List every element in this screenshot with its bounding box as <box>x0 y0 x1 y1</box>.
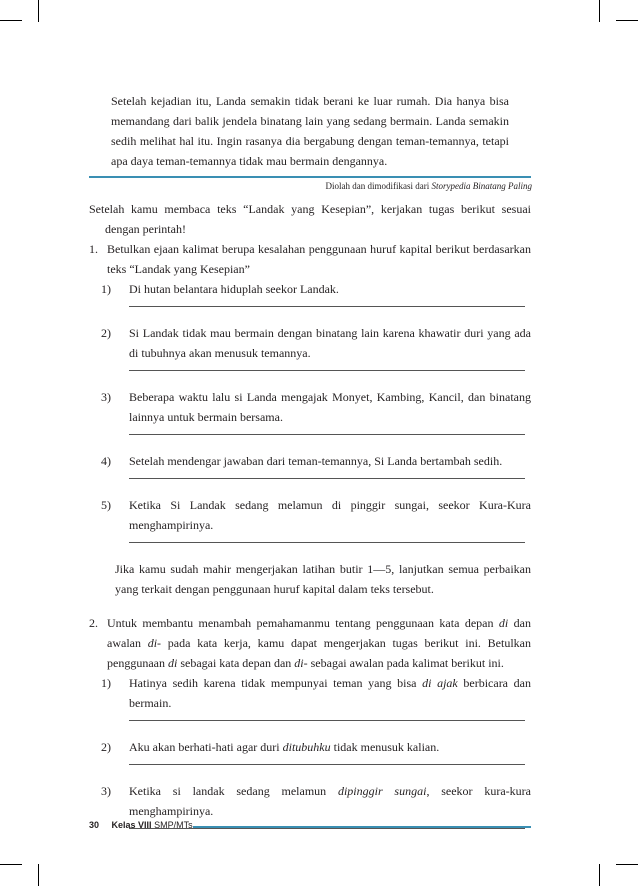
item-text: Si Landak tidak mau bermain dengan binatang lain karena khawatir duri yang ada di tubuhnya akan menusuk temannya. <box>129 326 531 360</box>
item-text-post: tidak menusuk kalian. <box>330 740 440 754</box>
footer-school: SMP/MTs <box>151 820 193 830</box>
task-prompt-b: dan awalan <box>107 616 531 650</box>
item-text-em: di ajak <box>422 676 458 690</box>
answer-line[interactable] <box>129 370 525 371</box>
crop-mark <box>38 0 39 22</box>
task-prompt-a: Untuk membantu menambah pemahamanmu tentang penggunaan kata depan <box>107 616 499 630</box>
instruction: Setelah kamu membaca teks “Landak yang Kesepian”, kerjakan tugas berikut sesuai dengan perintah! <box>89 202 531 236</box>
crop-mark <box>599 864 600 886</box>
word-di-prefix: di- <box>294 656 308 670</box>
item-number: 3) <box>101 390 111 404</box>
task1-item <box>101 323 531 371</box>
item-number: 5) <box>101 498 111 512</box>
item-text: Beberapa waktu lalu si Landa mengajak Monyet, Kambing, Kancil, dan binatang lainnya untuk bermain bersama. <box>129 390 531 424</box>
footer-kelas: Kelas VIII <box>111 820 152 830</box>
item-text-em: dipinggir sungai <box>337 784 427 798</box>
task-number: 2. <box>89 616 98 630</box>
task-prompt-d: sebagai kata depan dan <box>177 656 295 670</box>
task-number: 1. <box>89 242 98 256</box>
source-prefix: Diolah dan dimodifikasi dari <box>325 181 432 191</box>
item-number: 4) <box>101 454 111 468</box>
task1-item <box>101 451 531 479</box>
item-number: 1) <box>101 676 111 690</box>
crop-mark <box>616 20 638 21</box>
crop-mark <box>599 0 600 22</box>
task-prompt-c: pada kata kerja, kamu dapat mengerjakan tugas berikut ini. Betulkan penggunaan <box>107 636 531 670</box>
item-number: 1) <box>101 282 111 296</box>
story-paragraph: Setelah kejadian itu, Landa semakin tidak berani ke luar rumah. Dia hanya bisa memandang dari balik jendela binatang lain yang sedang bermain. Landa semakin sedih melihat hal itu. Ingin rasanya dia bergabung dengan teman-temannya, tetapi apa daya teman-temannya tidak mau bermain dengannya. <box>111 94 509 168</box>
answer-line[interactable] <box>129 720 525 721</box>
item-text: Setelah mendengar jawaban dari teman-temannya, Si Landa bertambah sedih. <box>129 454 503 468</box>
answer-line[interactable] <box>129 306 525 307</box>
task1-item <box>101 279 531 307</box>
item-number: 2) <box>101 326 111 340</box>
task2-item <box>101 673 531 721</box>
story-excerpt <box>111 91 509 171</box>
task1-item <box>101 387 531 435</box>
exercise-body <box>89 199 531 845</box>
task2-item <box>101 737 531 765</box>
page-number: 30 <box>89 820 100 830</box>
source-citation <box>326 181 532 191</box>
answer-line[interactable] <box>129 478 525 479</box>
task1-note: Jika kamu sudah mahir mengerjakan latihan butir 1—5, lanjutkan semua perbaikan yang terkait dengan penggunaan huruf kapital dalam teks tersebut. <box>115 562 531 596</box>
page-footer <box>89 820 193 830</box>
answer-line[interactable] <box>129 434 525 435</box>
word-di-prefix: di- <box>147 636 162 650</box>
answer-line[interactable] <box>129 764 525 765</box>
crop-mark <box>616 864 638 865</box>
footer-rule <box>193 826 531 828</box>
item-number: 2) <box>101 740 111 754</box>
word-di: di <box>167 656 178 670</box>
source-title: Storypedia Binatang Paling <box>431 181 532 191</box>
item-text-pre: Aku akan berhati-hati agar duri <box>129 740 283 754</box>
item-text-em: ditubuhku <box>282 740 331 754</box>
task1-item <box>101 495 531 543</box>
item-text: Ketika Si Landak sedang melamun di pinggir sungai, seekor Kura-Kura menghampirinya. <box>129 498 531 532</box>
task-prompt-e: sebagai awalan pada kalimat berikut ini. <box>307 656 504 670</box>
item-text-post: berbicara dan bermain. <box>129 676 531 710</box>
task-1 <box>89 239 531 279</box>
item-text-pre: Ketika si landak sedang melamun <box>129 784 338 798</box>
source-rule <box>89 176 531 178</box>
answer-line[interactable] <box>129 542 525 543</box>
item-number: 3) <box>101 784 111 798</box>
task-prompt: Betulkan ejaan kalimat berupa kesalahan penggunaan huruf kapital berikut berdasarkan teks “Landak yang Kesepian” <box>107 242 531 276</box>
crop-mark <box>38 864 39 886</box>
crop-mark <box>0 20 22 21</box>
task-2 <box>89 613 531 673</box>
item-text: Di hutan belantara hiduplah seekor Landak. <box>129 282 339 296</box>
word-di: di <box>498 616 509 630</box>
item-text-pre: Hatinya sedih karena tidak mempunyai teman yang bisa <box>129 676 423 690</box>
item-text-post: , seekor kura-kura menghampirinya. <box>129 784 531 818</box>
crop-mark <box>0 864 22 865</box>
